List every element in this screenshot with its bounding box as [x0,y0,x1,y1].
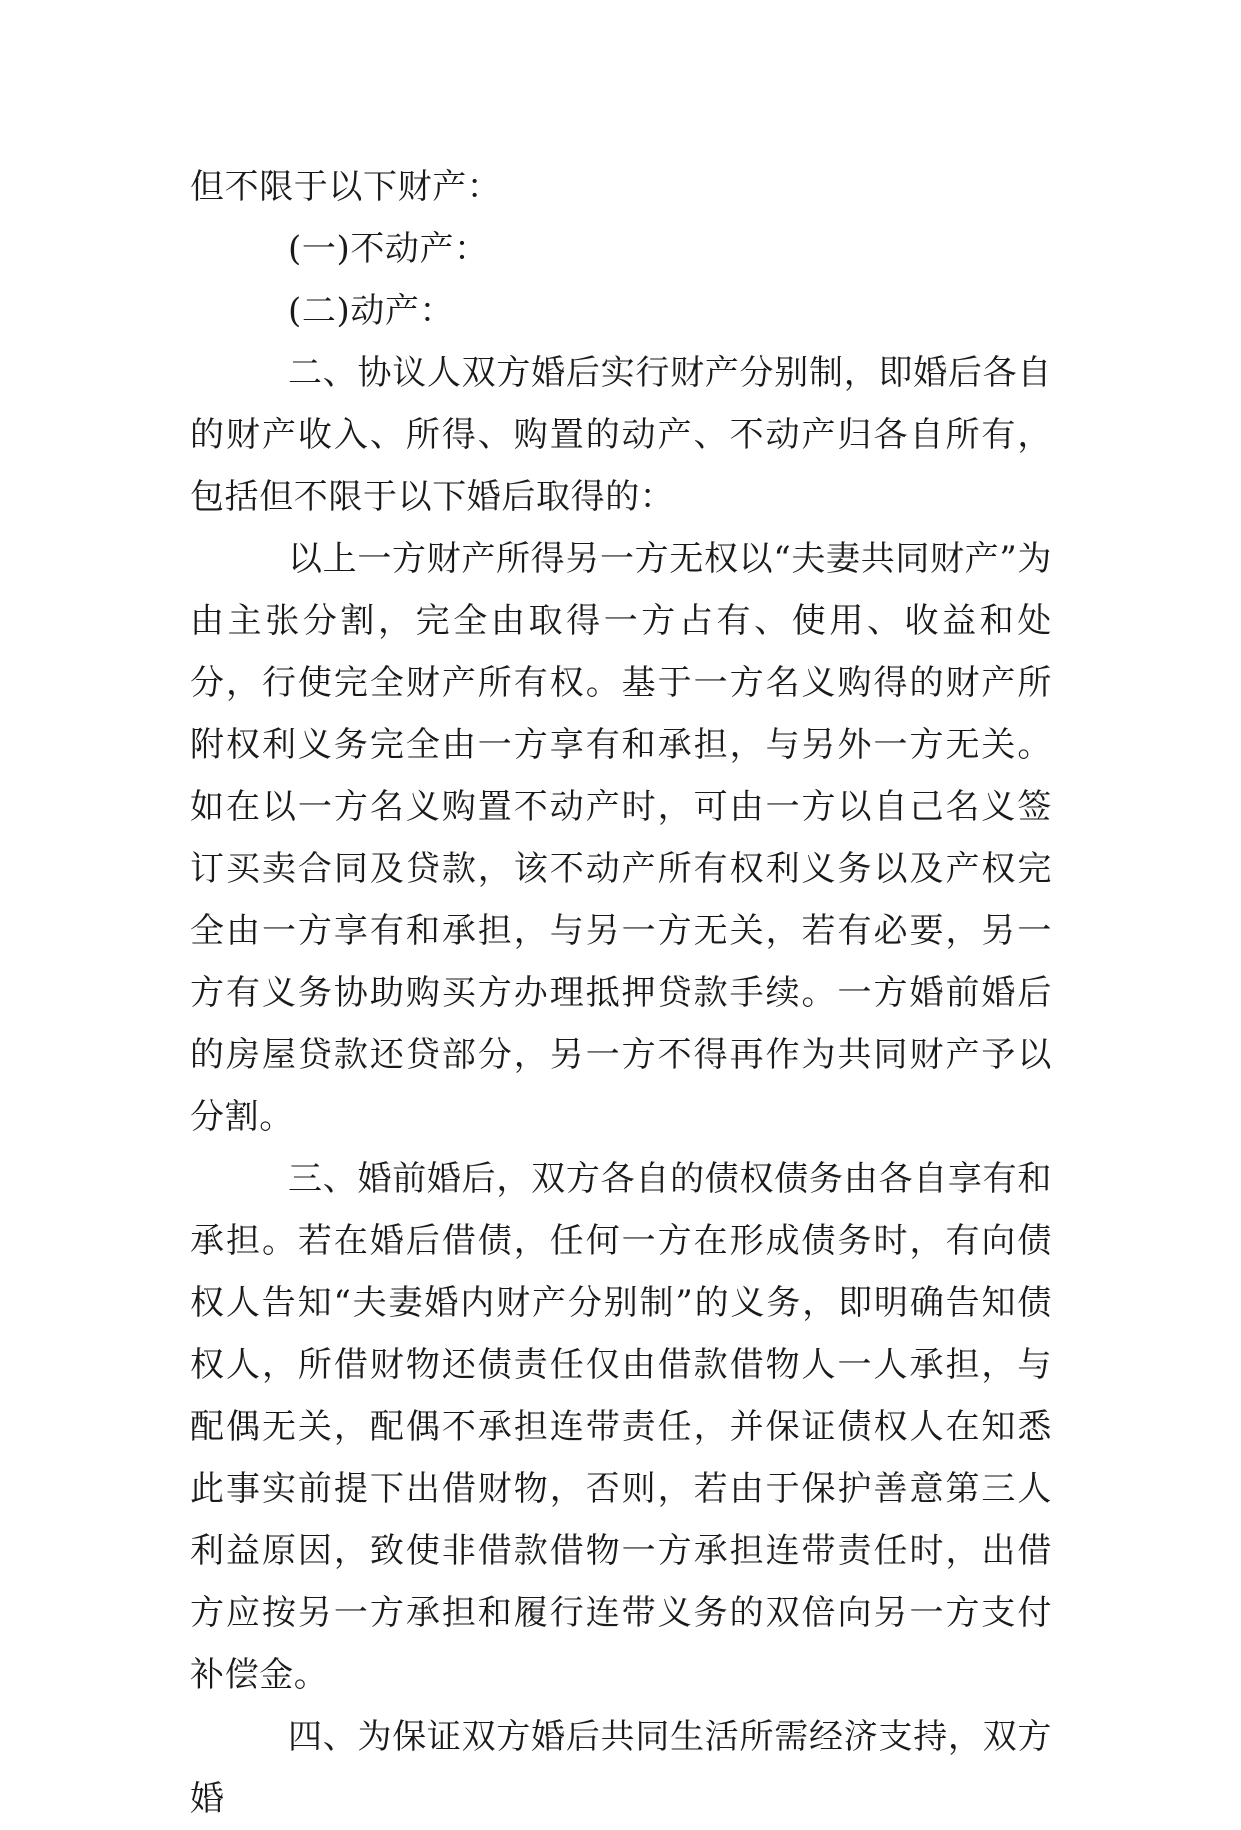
paragraph-clause-2: 二、协议人双方婚后实行财产分别制，即婚后各自的财产收入、所得、购置的动产、不动产归各自所有，包括但不限于以下婚后取得的： [190,353,1052,517]
paragraph-clause-4: 四、为保证双方婚后共同生活所需经济支持，双方婚 [190,1717,1052,1819]
paragraph-continuation: 但不限于以下财产： [190,167,502,207]
paragraph-item-immovable: (一)不动产： [288,229,489,269]
document-body [190,156,1052,1830]
paragraph-clause-3: 三、婚前婚后，双方各自的债权债务由各自享有和承担。若在婚后借债，任何一方在形成债务时，有向债权人告知“夫妻婚内财产分别制”的义务，即明确告知债权人，所借财物还债责任仅由借款借物人一人承担，与配偶无关，配偶不承担连带责任，并保证债权人在知悉此事实前提下出借财物，否则，若由于保护善意第三人利益原因，致使非借款借物一方承担连带责任时，出借方应按另一方承担和履行连带义务的双倍向另一方支付补偿金。 [190,1159,1052,1695]
paragraph-item-movable: (二)动产： [288,291,455,331]
paragraph-clause-2-detail: 以上一方财产所得另一方无权以“夫妻共同财产”为由主张分割，完全由取得一方占有、使用、收益和处分，行使完全财产所有权。基于一方名义购得的财产所附权利义务完全由一方享有和承担，与另外一方无关。如在以一方名义购置不动产时，可由一方以自己名义签订买卖合同及贷款，该不动产所有权利义务以及产权完全由一方享有和承担，与另一方无关，若有必要，另一方有义务协助购买方办理抵押贷款手续。一方婚前婚后的房屋贷款还贷部分，另一方不得再作为共同财产予以分割。 [190,539,1052,1137]
